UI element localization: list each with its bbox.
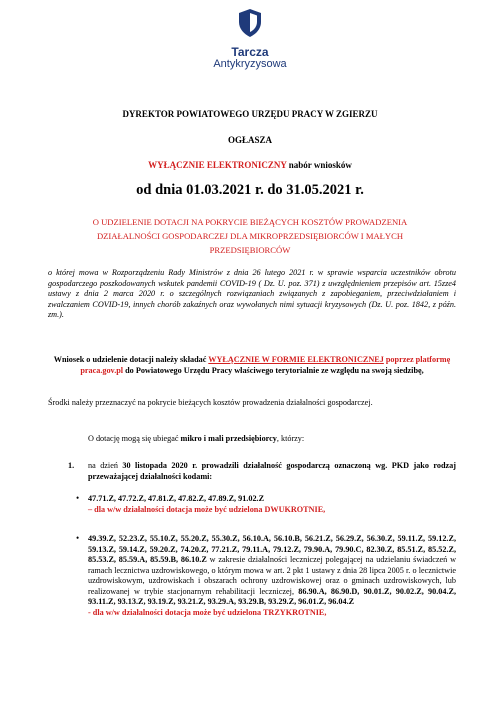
subject-line-2: DZIAŁALNOŚCI GOSPODARCZEJ DLA MIKROPRZEDSIĘBIORCÓW I MAŁYCH [96, 231, 404, 241]
tarcza-logo [213, 8, 287, 70]
director-heading: DYREKTOR POWIATOWEGO URZĘDU PRACY W ZGIERZU [122, 109, 378, 119]
bullet-2-note: - dla w/w działalności dotacja może być udzielona TRZYKROTNIE, [88, 607, 327, 617]
item-1-text [88, 461, 456, 482]
bullet-2-marker: • [76, 533, 80, 543]
bullet-1-note: – dla w/w działalności dotacja może być udzielona DWUKROTNIE, [88, 504, 326, 514]
legal-basis-paragraph: o której mowa w Rozporządzeniu Rady Ministrów z dnia 26 lutego 2021 r. w sprawie wsparcia uczestników obrotu gospodarczego poszkodowanych wskutek pandemii COVID-19 ( Dz. U. poz. 371) z uwzględnieniem przepisów art. 15zze4 ustawy z dnia 2 marca 2020 r. o szczególnych rozwiązaniach związanych z zapobieganiem, przeciwdziałaniem i zwalczaniem COVID-19, innych chorób zakaźnych oraz wywołanych nimi sytuacji kryzysowych (Dz. U. poz. 1842, z późn. zm.). [48, 268, 456, 319]
bullet-2 [88, 534, 456, 618]
submission-electronic-text: WYŁĄCZNIE W FORMIE ELEKTRONICZNEJ [208, 355, 384, 364]
logo-title: Tarcza [231, 45, 269, 59]
item-1-text-a: na dzień [88, 461, 123, 470]
bullet-2-codes: 49.39.Z, 52.23.Z, 55.10.Z, 55.20.Z, 55.30.Z, 56.10.A, 56.10.B, 56.21.Z, 56.29.Z, 56.30.Z, 59.11.Z, 59.12.Z, 59.13.Z, 59.14.Z, 59.20.Z, 74.20.Z, 77.21.Z, 79.11.A, 79.12.Z, 79.90.A, 79.90.C, 82.30.Z, 85.51.Z, 85.52.Z, 85.53.Z, 85.59.A, 85.59.B, 86.10.Z [88, 534, 456, 564]
shield-icon [237, 8, 263, 38]
bullet-2-mid: w zakresie działalności leczniczej polegającej na udzielaniu świadczeń w ramach lecznictwa uzdrowiskowego, o którym mowa w art. 2 pkt 1 ustawy z dnia 28 lipca 2005 r. o lecznictwie uzdrowiskowym, uzdrowiskach i obszarach ochrony uzdrowiskowej oraz o gminach uzdrowiskowych, lub realizowanej w trybie stacjonarnym rehabilitacji leczniczej, [88, 555, 457, 596]
bullet-1-marker: • [76, 493, 80, 503]
subject-line-1: O UDZIELENIE DOTACJI NA POKRYCIE BIEŻĄCYCH KOSZTÓW PROWADZENIA [92, 217, 408, 227]
exclusive-red-text: WYŁĄCZNIE ELEKTRONICZNY [148, 160, 287, 170]
announces-heading: OGŁASZA [227, 135, 272, 145]
subject-block [35, 215, 465, 257]
item-1-number: 1. [68, 461, 75, 470]
submission-paragraph [52, 355, 452, 376]
exclusive-line [40, 160, 460, 170]
exclusive-rest-text: nabór wniosków [286, 160, 352, 170]
eligibility-intro-bold: mikro i mali przedsiębiorcy [180, 434, 277, 443]
logo-subtitle: Antykryzysowa [213, 58, 287, 70]
subject-line-3: PRZEDSIĘBIORCÓW [209, 245, 291, 255]
funds-paragraph: Środki należy przeznaczyć na pokrycie bieżących kosztów prowadzenia działalności gospodarczej. [48, 398, 373, 407]
eligibility-intro [88, 434, 448, 445]
eligibility-intro-pre: O dotację mogą się ubiegać [88, 434, 181, 443]
item-1-text-b: 30 listopada 2020 r. prowadzili działalność gospodarczą oznaczoną wg. PKD jako rodzaj przeważającej działalności kodami: [88, 461, 456, 481]
bullet-1 [88, 494, 456, 515]
submission-platform-text: poprzez platformę praca.gov.pl [80, 355, 451, 375]
bullet-1-codes: 47.71.Z, 47.72.Z, 47.81.Z, 47.82.Z, 47.89.Z, 91.02.Z [88, 494, 265, 503]
eligibility-intro-post: , którzy: [276, 434, 305, 443]
submission-text-1: Wniosek o udzielenie dotacji należy składać [53, 355, 209, 364]
dates-heading: od dnia 01.03.2021 r. do 31.05.2021 r. [136, 182, 364, 198]
bullet-2-codes-2: 86.90.A, 86.90.D, 90.01.Z, 90.02.Z, 90.04.Z, 93.11.Z, 93.13.Z, 93.19.Z, 93.21.Z, 93.29.A, 93.29.B, 93.29.Z, 96.01.Z, 96.04.Z [88, 586, 456, 606]
submission-text-2: do Powiatowego Urzędu Pracy właściwego terytorialnie ze względu na swoją siedzibę, [123, 365, 424, 375]
